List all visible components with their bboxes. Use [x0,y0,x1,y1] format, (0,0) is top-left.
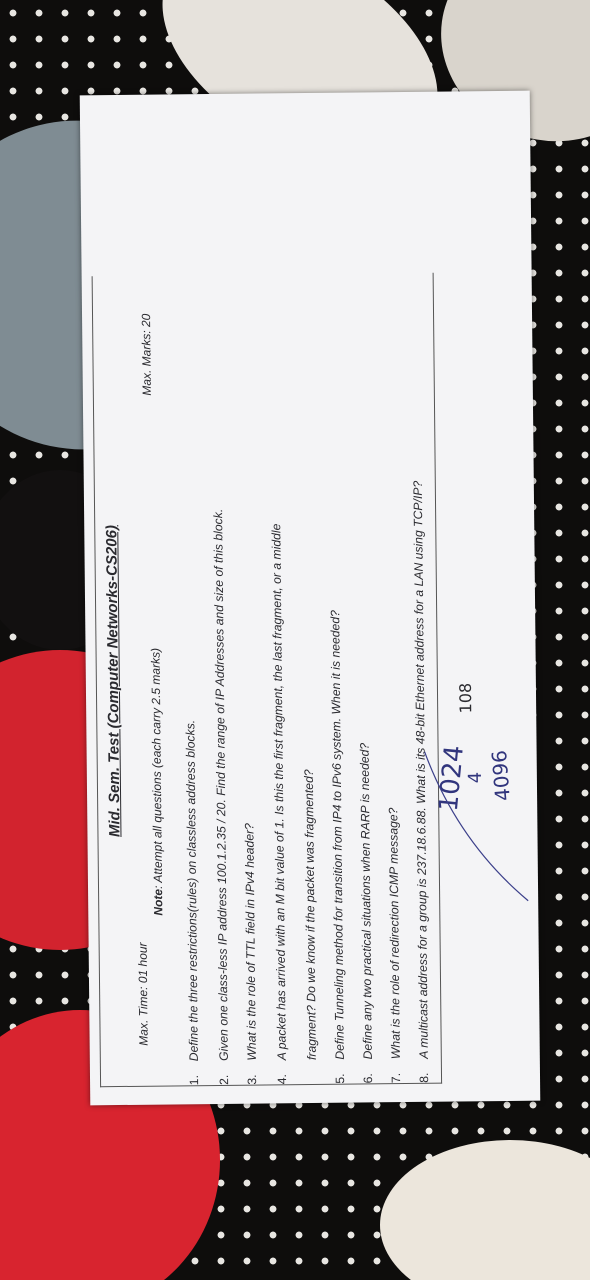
pen-curve [416,701,538,902]
question-text: What is the role of redirection ICMP message? [386,807,403,1060]
question-text: fragment? Do we know if the packet was fragmented? [301,769,319,1061]
question-text: Define any two practical situations when RARP is needed? [357,742,375,1060]
question-number: 3. [244,1074,260,1085]
exam-paper [80,91,541,1106]
question-text: What is the role of TTL field in IPv4 header? [242,823,259,1061]
question-number: 8. [416,1072,432,1083]
question-number: 1. [186,1074,202,1086]
handwritten-4096: 4096 [486,749,515,802]
question-number: 2. [216,1074,232,1085]
question-number: 7. [388,1072,404,1084]
note [149,648,166,916]
question-text: Define Tunneling method for transition from IP4 to IPv6 system. When it is needed? [328,610,347,1060]
note-label: Note [151,888,166,916]
question-frame [92,273,442,1088]
question-number: 5. [332,1073,348,1084]
question-number: 6. [360,1073,376,1084]
max-time: Max. Time: 01 hour [135,942,151,1046]
question-number: 4. [274,1074,290,1085]
question-text: Define the three restrictions(rules) on classless address blocks. [183,719,201,1062]
handwritten-108: 108 [455,682,476,714]
handwritten-1024: 1024 [433,744,470,813]
note-text: : Attempt all questions (each carry 2.5 marks) [148,647,166,890]
question-text: A multicast address for a group is 237.18.6.88. What is its 48-bit Ethernet address for a LAN using TCP/IP? [410,480,431,1059]
max-marks: Max. Marks: 20 [139,313,154,396]
question-text: Given one class-less IP address 100.1.2.35 / 20. Find the range of IP Addresses and size of this block. [211,508,231,1062]
handwritten-4: 4 [464,771,486,784]
exam-title: Mid. Sem. Test (Computer Networks-CS206) [103,524,124,838]
question-text: A packet has arrived with an M bit value of 1. Is this the first fragment, the last fragment, or a middle [269,523,289,1061]
